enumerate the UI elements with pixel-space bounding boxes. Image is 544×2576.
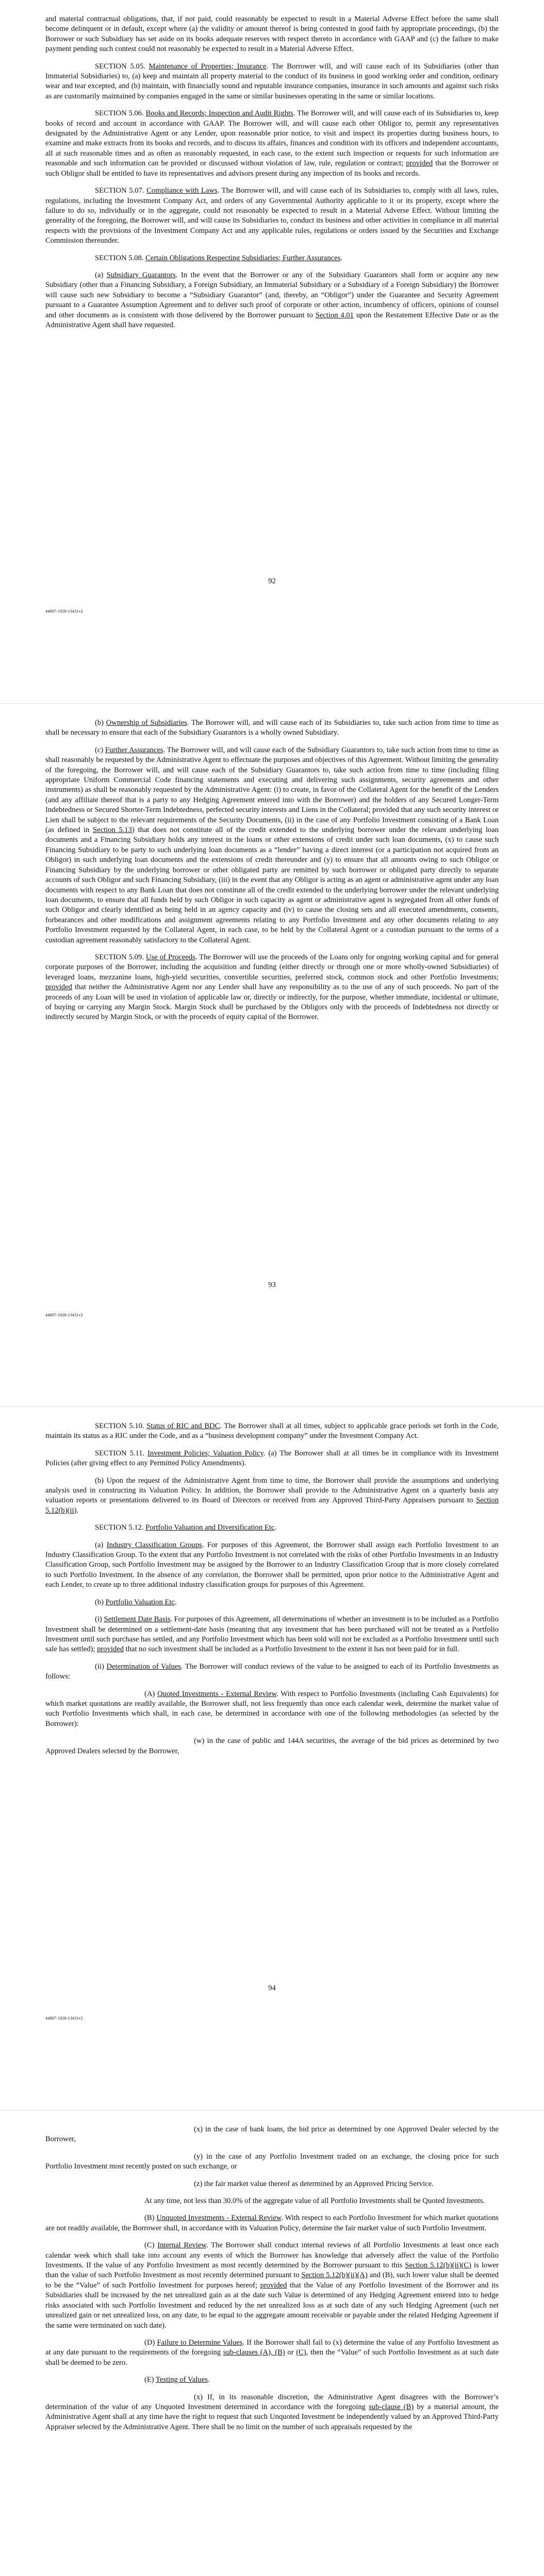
paragraph <box>45 270 499 330</box>
text-run: At any time, not less than 30.0% of the aggregate value of all Portfolio Investments shall be Quoted Investments. <box>144 2197 485 2206</box>
paragraph <box>45 1598 499 1607</box>
text-run: . With respect to Portfolio Investments (including Cash Equivalents) for which market quotations are readily available, the Borrower shall, not less frequently than once each calendar week, determine the market value of such Portfolio Investments which shall, in each case, be determined in accordance with one of the following methodologies (as selected by the Borrower): <box>45 1689 499 1728</box>
underlined-text: Books and Records; Inspection and Audit Rights <box>145 109 293 118</box>
text-run: . In the event that the Borrower or any of the Subsidiary Guarantors shall form or acquire any new Subsidiary (other than a Financing Subsidiary, a Foreign Subsidiary, an Immaterial Subsidiary or a Subsidiary of a Foreign Subsidiary) the Borrower will cause such new Subsidiary to become a “Subsidiary Guarantor” (and, thereby, an “Obligor”) under the Guarantee and Security Agreement pursuant to a Guarantee Assumption Agreement and to deliver such proof of corporate or other action, incumbency of officers, opinions of counsel and other documents as is consistent with those delivered by the Borrower pursuant to <box>45 270 499 319</box>
underlined-text: Certain Obligations Respecting Subsidiaries; Further Assurances <box>145 253 341 262</box>
text-run: . <box>174 1598 177 1606</box>
paragraph <box>45 2196 499 2206</box>
paragraph <box>45 1540 499 1590</box>
underlined-text: Further Assurances <box>105 745 163 754</box>
underlined-text: Investment Policies; Valuation Policy <box>147 1449 263 1458</box>
text-run: (b) <box>95 719 106 727</box>
text-run: (a) <box>95 270 107 279</box>
text-run: (A) <box>144 1689 158 1698</box>
paragraph <box>45 1523 499 1533</box>
text-run: (w) in the case of public and 144A securities, the average of the bid prices as determined by two Approved Dealers selected by the Borrower, <box>45 1737 499 1755</box>
paragraph <box>45 745 499 945</box>
paragraph <box>45 1615 499 1655</box>
paragraph <box>45 1476 499 1516</box>
text-run: SECTION 5.10. <box>95 1422 147 1430</box>
text-run: . <box>207 2376 210 2384</box>
text-run: SECTION 5.08. <box>95 253 146 262</box>
underlined-text: provided <box>45 983 72 992</box>
text-run: (x) in the case of bank loans, the bid price as determined by one Approved Dealer selected by the Borrower, <box>45 2125 499 2144</box>
paragraph <box>45 1662 499 1682</box>
text-run: SECTION 5.09. <box>95 953 146 961</box>
text-run: (a) <box>95 1540 107 1549</box>
page <box>0 703 544 1406</box>
page <box>0 2110 544 2576</box>
paragraph <box>45 2213 499 2233</box>
underlined-text: Internal Review <box>157 2241 206 2250</box>
underlined-text: Quoted Investments - External Review <box>157 1689 277 1698</box>
paragraph <box>45 1689 499 1730</box>
text-run: (b) Upon the request of the Administrative Agent from time to time, the Borrower shall provide the assumptions and underlying analysis used in constructing its Valuation Policy. In addition, the Borrower shall provide to the Administrative Agent on a quarterly basis any valuation reports or presentations delivered to its Board of Directors or received from any Approved Third-Party Appraisers pursuant to <box>45 1476 499 1505</box>
underlined-text: provided <box>97 1645 124 1654</box>
text-run: that the Borrower or such Obligor shall be entitled to have its representatives and advisors present during any inspection of its books and records. <box>45 159 499 178</box>
underlined-text: Section 4.01 <box>315 311 354 319</box>
text-run: . The Borrower shall conduct internal reviews of all Portfolio Investments at least once each calendar week which shall take into account any events of which the Borrower has knowledge that adversely affect the value of the Portfolio Investments. If the value of any Portfolio Investment as most recently determined by the Borrower pursuant to this <box>45 2241 499 2270</box>
paragraph <box>45 186 499 246</box>
underlined-text: sub-clause (B) <box>369 2402 414 2411</box>
underlined-text: Section 5.12(b)(ii)(A) <box>301 2271 368 2280</box>
underlined-text: Settlement Date Basis <box>104 1615 171 1624</box>
underlined-text: provided <box>260 2281 287 2290</box>
text-run: . (a) The Borrower shall at all times be in compliance with its Investment Policies (after giving effect to any Permitted Policy Amendments). <box>45 1449 499 1468</box>
text-run: . With respect to each Portfolio Investment for which market quotations are not readily available, the Borrower shall, in accordance with its Valuation Policy, determine the fair market value of such Portfolio Investment. <box>45 2214 499 2232</box>
paragraph <box>45 14 499 55</box>
text-run: . The Borrower will, and will cause each of its Subsidiaries (other than Immaterial Subsidiaries) to, (a) keep and maintain all property material to the conduct of its business in good working order and condition, ordinary wear and tear excepted, and (b) maintain, with financially sound and reputable insurance companies, insurance in such amounts and against such risks as are customarily maintained by companies engaged in the same or similar businesses operating in the same or similar locations. <box>45 62 499 100</box>
underlined-text: Portfolio Valuation Etc <box>105 1598 175 1606</box>
text-run: . The Borrower will, and will cause each of its Subsidiaries to, take such action from time to time as shall be necessary to ensure that each of the Subsidiary Guarantors is a wholly owned Subsidiary. <box>45 719 499 737</box>
underlined-text: Maintenance of Properties; Insurance <box>149 62 267 71</box>
text-run: SECTION 5.12. <box>95 1523 146 1532</box>
text-run: upon the Restatement Effective Date or as the Administrative Agent shall have requested. <box>45 311 499 329</box>
paragraph <box>45 2125 499 2145</box>
underlined-text: (C) <box>296 2348 306 2357</box>
underlined-text: Section 5.12(b)(ii) <box>45 1496 499 1515</box>
paragraph <box>45 2179 499 2189</box>
text-run: . For purposes of this Agreement, the Borrower shall assign each Portfolio Investment to an Industry Classification Group. To the extent that any Portfolio Investment is not correlated with the risks of other Portfolio Investments in an Industry Classification Group, such Portfolio Investment may be assigned by the Borrower to an Industry Classification Group that is more closely correlated to such Portfolio Investment. In the absence of any correlation, the Borrower shall be permitted, upon prior notice to the Administrative Agent and each Lender, to create up to three additional industry classification groups for purposes of this Agreement. <box>45 1540 499 1589</box>
paragraph <box>45 109 499 179</box>
underlined-text: Ownership of Subsidiaries <box>106 719 187 727</box>
underlined-text: sub-clauses (A), (B) <box>223 2348 285 2357</box>
underlined-text: Use of Proceeds <box>145 953 195 961</box>
underlined-text: Section 5.13 <box>93 826 132 835</box>
underlined-text: Testing of Values <box>156 2376 208 2384</box>
text-run: and (B), such lower value shall be deemed to be the “Value” of such Portfolio Investment for purposes hereof; <box>45 2271 499 2290</box>
page-number: 94 <box>268 1984 276 1992</box>
text-run: (ii) <box>95 1662 107 1671</box>
paragraph <box>45 2152 499 2172</box>
paragraph <box>45 2338 499 2368</box>
text-run: is lower than the value of such Portfolio Investment as most recently determined pursuant to <box>45 2261 499 2280</box>
text-run: . The Borrower will, and will cause each of the Subsidiary Guarantors to, take such action from time to time as shall reasonably be requested by the Administrative Agent to effectuate the purposes and objectives of this Agreement. Without limiting the generality of the foregoing, the Borrower will, and will cause each of the Subsidiary Guarantors to, take such action from time to time (including filing appropriate Uniform Commercial Code financing statements and executing and delivering such assignments, security agreements and other instruments) as shall be reasonably requested by the Administrative Agent: (i) to create, in favor of the Collateral Agent for the benefit of the Lenders (and any affiliate thereof that is a party to any Hedging Agreement entered into with the Borrower) and the holders of any Secured Longer-Term Indebtedness or Secured Shorter-Term Indebtedness, perfected security interests and Liens in the Collateral; provided that any such security interest or Lien shall be subject to the relevant requirements of the Security Documents, (ii) in the case of any Portfolio Investment consisting of a Bank Loan (as defined in <box>45 745 499 835</box>
page <box>0 1406 544 2110</box>
text-run: . The Borrower will, and will cause each of its Subsidiaries to, keep books of record and account in accordance with GAAP. The Borrower will, and will cause each other Obligor to, permit any representatives designated by the Administrative Agent or any Lender, upon reasonable prior notice, to visit and inspect its properties during business hours, to examine and make extracts from its books and records, and to discuss its affairs, finances and condition with its officers and independent accountants, all at such reasonable times and as often as reasonably requested, in each case, to the extent such inspection or requests for such information are reasonable and such information can be provided or discussed without violation of law, rule, regulation or contract; <box>45 109 499 168</box>
text-run: (B) <box>144 2214 157 2223</box>
underlined-text: Unquoted Investments - External Review <box>156 2214 282 2223</box>
document-footer-id: 44807-1928-13431v2 <box>45 1313 83 1317</box>
paragraph <box>45 718 499 738</box>
text-run: (c) <box>95 745 106 754</box>
underlined-text: Portfolio Valuation and Diversification Etc <box>145 1523 275 1532</box>
text-run: (z) the fair market value thereof as determined by an Approved Pricing Service. <box>194 2179 434 2188</box>
text-run: (y) in the case of any Portfolio Investment traded on an exchange, the closing price for such Portfolio Investment most recently posted on such exchange, or <box>45 2152 499 2171</box>
paragraph <box>45 2393 499 2433</box>
text-run: (b) <box>95 1598 106 1606</box>
text-run: , then the “Value” of such Portfolio Investment as at such date shall be deemed to be zero. <box>45 2348 499 2367</box>
document-footer-id: 44807-1928-13431v2 <box>45 2016 83 2021</box>
text-run: (x) If, in its reasonable discretion, the Administrative Agent disagrees with the Borrower’s determination of the value of any Unquoted Investment determined in accordance with the foregoing <box>45 2393 499 2411</box>
page-number: 92 <box>268 577 276 585</box>
underlined-text: Section 5.12(b)(ii)(C) <box>405 2261 472 2270</box>
text-run: (C) <box>144 2241 158 2250</box>
text-run: that no such investment shall be included as a Portfolio Investment to the extent it has not been paid for in full. <box>124 1645 459 1654</box>
text-run: . The Borrower shall at all times, subject to applicable grace periods set forth in the Code, maintain its status as a RIC under the Code, and as a “business development company” under the Investment Company Act. <box>45 1422 499 1440</box>
paragraph <box>45 1421 499 1442</box>
text-run: . <box>340 253 342 262</box>
page <box>0 0 544 703</box>
text-run: and material contractual obligations, that, if not paid, could reasonably be expected to result in a Material Adverse Effect before the same shall become delinquent or in default, except where (a) the validity or amount thereof is being contested in good faith by appropriate proceedings, (b) the Borrower or such Subsidiary has set aside on its books adequate reserves with respect thereto in accordance with GAAP and (c) the failure to make payment pending such contest could not reasonably be expected to result in a Material Adverse Effect. <box>45 15 499 54</box>
text-run: (E) <box>144 2376 156 2384</box>
document-footer-id: 44807-1928-13431v2 <box>45 609 83 614</box>
text-run: . <box>76 1506 79 1515</box>
text-run: . The Borrower will use the proceeds of the Loans only for ongoing working capital and for general corporate purposes of the Borrower, including the acquisition and funding (either directly or through one or more wholly-owned Subsidiaries) of leveraged loans, mezzanine loans, high-yield securities, convertible securities, preferred stock, common stock and other Portfolio Investments; <box>45 953 499 981</box>
text-run: that neither the Administrative Agent nor any Lender shall have any responsibility as to the use of any of such proceeds. No part of the proceeds of any Loan will be used in violation of applicable law or, directly or indirectly, for the purpose, whether immediate, incidental or ultimate, of buying or carrying any Margin Stock. Margin Stock shall be purchased by the Obligors only with the proceeds of Indebtedness not directly or indirectly secured by Margin Stock, or with the proceeds of equity capital of the Borrower. <box>45 983 499 1022</box>
underlined-text: Failure to Determine Values <box>157 2338 243 2347</box>
page-number: 93 <box>268 1281 276 1289</box>
text-run: SECTION 5.07. <box>95 187 147 195</box>
text-run: or <box>285 2348 296 2357</box>
text-run: SECTION 5.11. <box>95 1449 148 1458</box>
paragraph <box>45 1736 499 1756</box>
paragraph <box>45 2375 499 2385</box>
text-run: ) that does not constitute all of the credit extended to the underlying borrower under the relevant underlying loan documents and a Financing Subsidiary holds any interest in the loans or other extensions of credit under such loan documents, (x) to cause such Financing Subsidiary to be party to such underlying loan documents as a “lender” having a direct interest (or a participation not acquired from an Obligor) in such underlying loan documents and the extensions of credit thereunder and (y) to ensure that all amounts owing to such Obligor or Financing Subsidiary by the underlying borrower or other obligated party are remitted by such borrower or obligated party directly to separate accounts of such Obligor and such Financing Subsidiary, (iii) in the event that any Obligor is acting as an agent or administrative agent under any loan documents with respect to any Bank Loan that does not constitute all of the credit extended to the underlying borrower under the relevant underlying loan documents, to ensure that all funds held by such Obligor in such capacity as agent or administrative agent is segregated from all other funds of such Obligor and clearly identified as being held in an agency capacity and (iv) to cause the closing sets and all executed amendments, consents, forbearances and other modifications and assignment agreements relating to any Portfolio Investment and any other documents relating to any Portfolio Investment requested by the Collateral Agent, in each case, to be held by the Collateral Agent or a custodian pursuant to the terms of a custodian agreement reasonably satisfactory to the Collateral Agent. <box>45 826 499 944</box>
paragraph <box>45 953 499 1023</box>
text-run: . <box>274 1523 276 1532</box>
paragraph <box>45 253 499 263</box>
text-run: by a material amount, the Administrative Agent shall at any time have the right to request that such Unquoted Investment be independently valued by an Approved Third-Party Appraiser selected by the Administrative Agent. There shall be no limit on the number of such appraisals requested by the <box>45 2402 499 2431</box>
text-run: (D) <box>144 2338 157 2347</box>
underlined-text: Status of RIC and BDC <box>146 1422 220 1430</box>
text-run: . The Borrower will conduct reviews of the value to be assigned to each of its Portfolio Investments as follows: <box>45 1662 499 1681</box>
paragraph <box>45 1449 499 1469</box>
text-run: . For purposes of this Agreement, all determinations of whether an investment is to be included as a Portfolio Investment shall be determined on a settlement-date basis (meaning that any investment that has been purchased will not be treated as a Portfolio Investment until such purchase has settled, and any Portfolio Investment which has been sold will not be excluded as a Portfolio Investment until such sale has settled); <box>45 1615 499 1654</box>
underlined-text: provided <box>406 159 433 168</box>
text-run: SECTION 5.06. <box>95 109 146 118</box>
paragraph <box>45 2241 499 2331</box>
paragraph <box>45 62 499 102</box>
underlined-text: Determination of Values <box>106 1662 181 1671</box>
text-run: SECTION 5.05. <box>95 62 149 71</box>
text-run: (i) <box>95 1615 104 1624</box>
underlined-text: Compliance with Laws <box>146 187 218 195</box>
underlined-text: Industry Classification Groups <box>106 1540 202 1549</box>
text-run: that the Value of any Portfolio Investment of the Borrower and its Subsidiaries shall be increased by the net unrealized gain as at the date such Value is determined of any Hedging Agreement entered into to hedge risks associated with such Portfolio Investment and reduced by the net unrealized loss as at such date of any such Hedging Agreement (such net unrealized gain or net unrealized loss, on any date, to be equal to the aggregate amount receivable or payable under the related Hedging Agreement if the same were terminated on such date). <box>45 2281 499 2330</box>
text-run: . The Borrower will, and will cause each of its Subsidiaries to, comply with all laws, rules, regulations, including the Investment Company Act, and orders of any Governmental Authority applicable to it or its property, except where the failure to do so, individually or in the aggregate, could not reasonably be expected to result in a Material Adverse Effect. Without limiting the generality of the foregoing, the Borrower will, and will cause its Subsidiaries to, conduct its business and other activities in compliance in all material respects with the provisions of the Investment Company Act and any applicable rules, regulations or orders issued by the Securities and Exchange Commission thereunder. <box>45 187 499 245</box>
underlined-text: Subsidiary Guarantors <box>106 270 176 279</box>
text-run: . If the Borrower shall fail to (x) determine the value of any Portfolio Investment as at any date pursuant to the requirements of the foregoing <box>45 2338 499 2357</box>
